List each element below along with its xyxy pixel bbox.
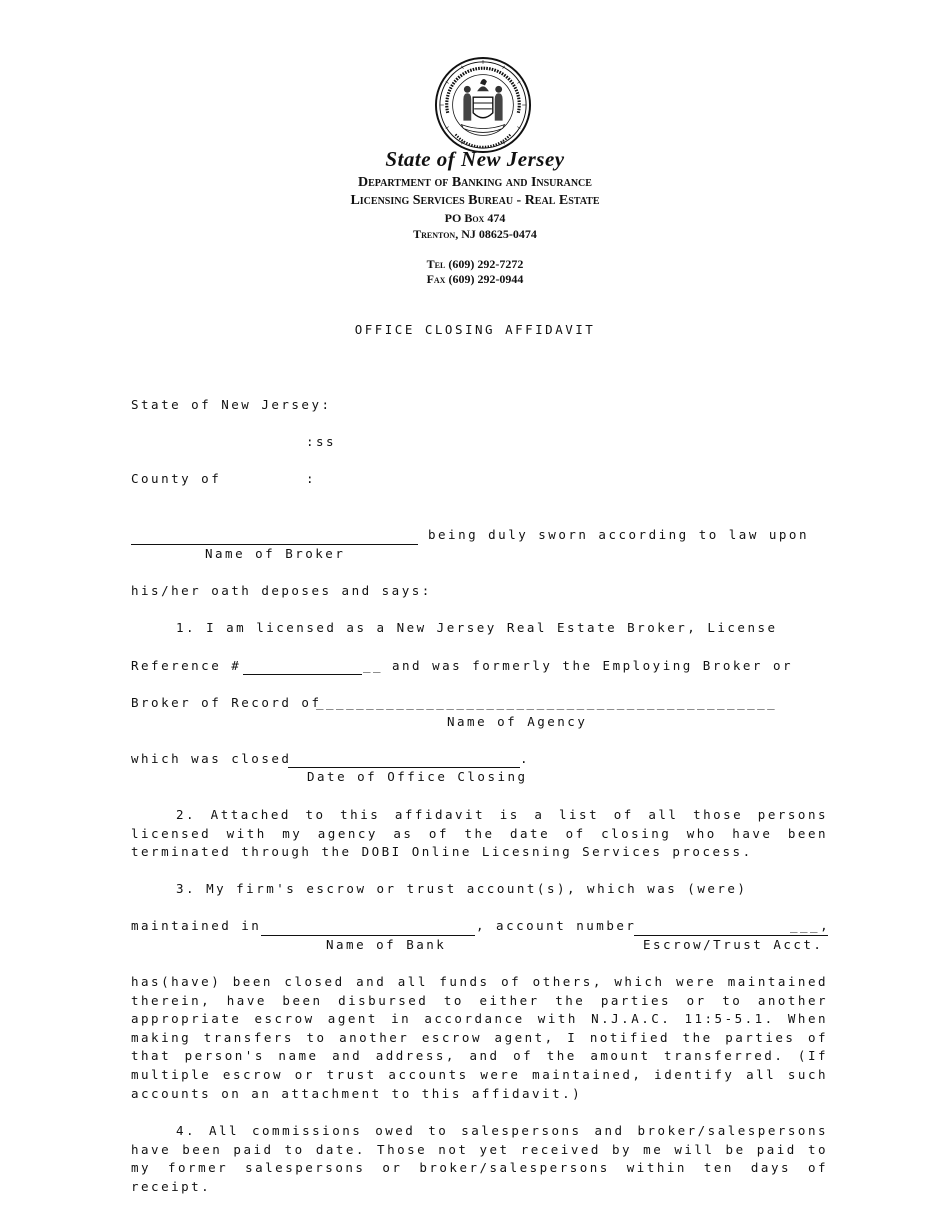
item-4-paragraph: 4. All commissions owed to salespersons and broker/salespersons have been paid to date. Those not yet received by me will be paid to my former salespersons or broker/salespersons within ten days of receipt.: [131, 1123, 828, 1194]
venue-county-label: County of: [131, 471, 222, 486]
closed-label: which was closed: [131, 751, 292, 766]
item-1-line-1: 1. I am licensed as a New Jersey Real Estate Broker, License: [176, 620, 778, 635]
venue-state: State of New Jersey:: [131, 397, 332, 412]
closing-date-label: Date of Office Closing: [307, 769, 528, 784]
reference-underscore: __: [363, 658, 384, 673]
closed-period: .: [520, 751, 531, 766]
reference-label: Reference #: [131, 658, 242, 673]
bureau-name: Licensing Services Bureau - Real Estate: [350, 193, 600, 208]
item-2-paragraph: 2. Attached to this affidavit is a list of all those persons licensed with my agency as of the date of closing who have been terminated through the DOBI Online Licesning Services process.: [131, 807, 828, 860]
account-number-label: , account number: [476, 918, 637, 933]
form-title: OFFICE CLOSING AFFIDAVIT: [354, 322, 596, 337]
venue-ss: :ss: [306, 434, 337, 449]
formerly-text: and was formerly the Employing Broker or: [392, 658, 794, 673]
item-3-line-1: 3. My firm's escrow or trust account(s), which was (were): [176, 881, 748, 896]
account-underscore: ___,: [790, 918, 831, 933]
venue-county-colon: :: [306, 471, 317, 486]
fax: Fax (609) 292-0944: [426, 272, 524, 286]
maintained-label: maintained in: [131, 918, 262, 933]
broker-record-label: Broker of Record of: [131, 695, 322, 710]
telephone: Tel (609) 292-7272: [426, 257, 524, 271]
bank-name-label: Name of Bank: [326, 937, 447, 952]
item-3-body-paragraph: has(have) been closed and all funds of others, which were maintained therein, have been disbursed to either the parties or to another appropriate escrow agent in accordance with N.J.A.C. 11:5-5.1. When making transfers to another escrow agent, I notified the parties of that person's name and address, and of the amount transferred. (If multiple escrow or trust accounts were maintained, identify all such accounts on an attachment to this affidavit.): [131, 974, 828, 1101]
agency-name-label: Name of Agency: [447, 714, 588, 729]
broker-name-label: Name of Broker: [205, 546, 346, 561]
city-address: Trenton, NJ 08625-0474: [413, 227, 537, 241]
license-reference-field[interactable]: [243, 674, 362, 675]
oath-text: his/her oath deposes and says:: [131, 583, 432, 598]
department-name: Department of Banking and Insurance: [358, 175, 592, 190]
po-box: PO Box 474: [444, 211, 506, 225]
great-seal-of-new-jersey-icon: [434, 56, 532, 154]
escrow-account-label: Escrow/Trust Acct.: [643, 937, 824, 952]
agency-name-field[interactable]: ______________________________________________: [316, 695, 778, 710]
sworn-text: being duly sworn according to law upon: [428, 527, 809, 542]
state-title: State of New Jersey: [385, 147, 565, 171]
